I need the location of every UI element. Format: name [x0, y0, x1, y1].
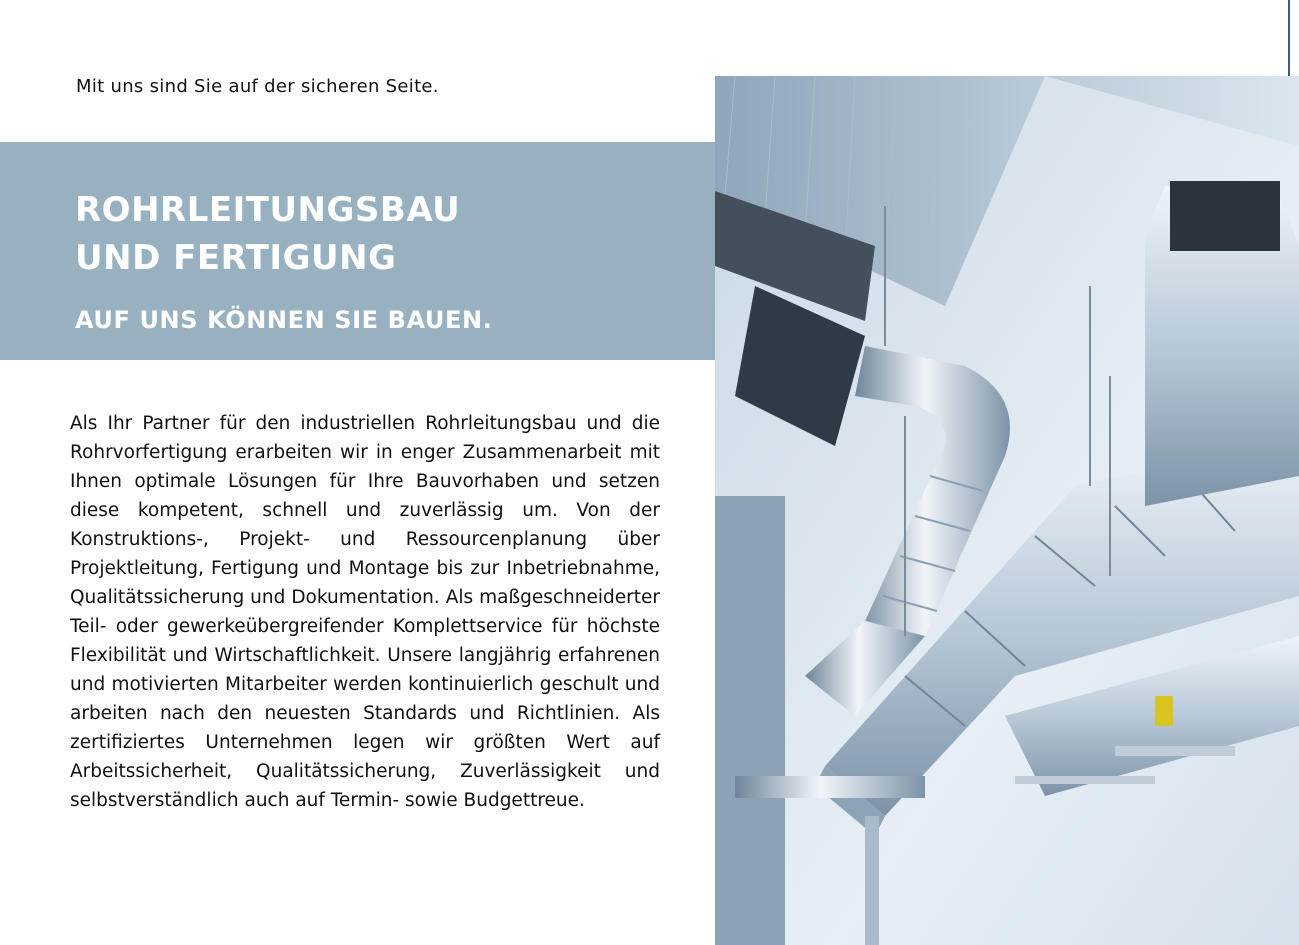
body-paragraph: Als Ihr Partner für den industriellen Rohrleitungsbau und die Rohrvorfertigung erarbeiten wir in enger Zusammenarbeit mit Ihnen optimale Lösungen für Ihre Bauvorhaben und setzen diese kompetent, schnell und zuverlässig um. Von der Konstruktions-, Projekt- und Ressourcenplanung über Projektleitung, Fertigung und Montage bis zur Inbetriebnahme, Qualitätssicherung und Dokumentation. Als maßgeschneiderter Teil- oder gewerkeübergreifender Komplettservice für höchste Flexibilität und Wirtschaftlichkeit. Unsere langjährig erfahrenen und motivierten Mitarbeiter werden kontinuierlich geschult und arbeiten nach den neuesten Standards und Richtlinien. Als zertifiziertes Unternehmen legen wir größten Wert auf Arbeitssicherheit, Qualitätssicherung, Zuverlässigkeit und selbstverständlich auch auf Termin- sowie Budgettreue.	[70, 412, 660, 811]
ductwork-photo	[715, 76, 1299, 945]
page-title: ROHRLEITUNGSBAU UND FERTIGUNG	[75, 190, 461, 278]
page-subtitle: AUF UNS KÖNNEN SIE BAUEN.	[75, 306, 493, 334]
tagline: Mit uns sind Sie auf der sicheren Seite.	[76, 76, 439, 97]
title-banner	[0, 142, 715, 360]
